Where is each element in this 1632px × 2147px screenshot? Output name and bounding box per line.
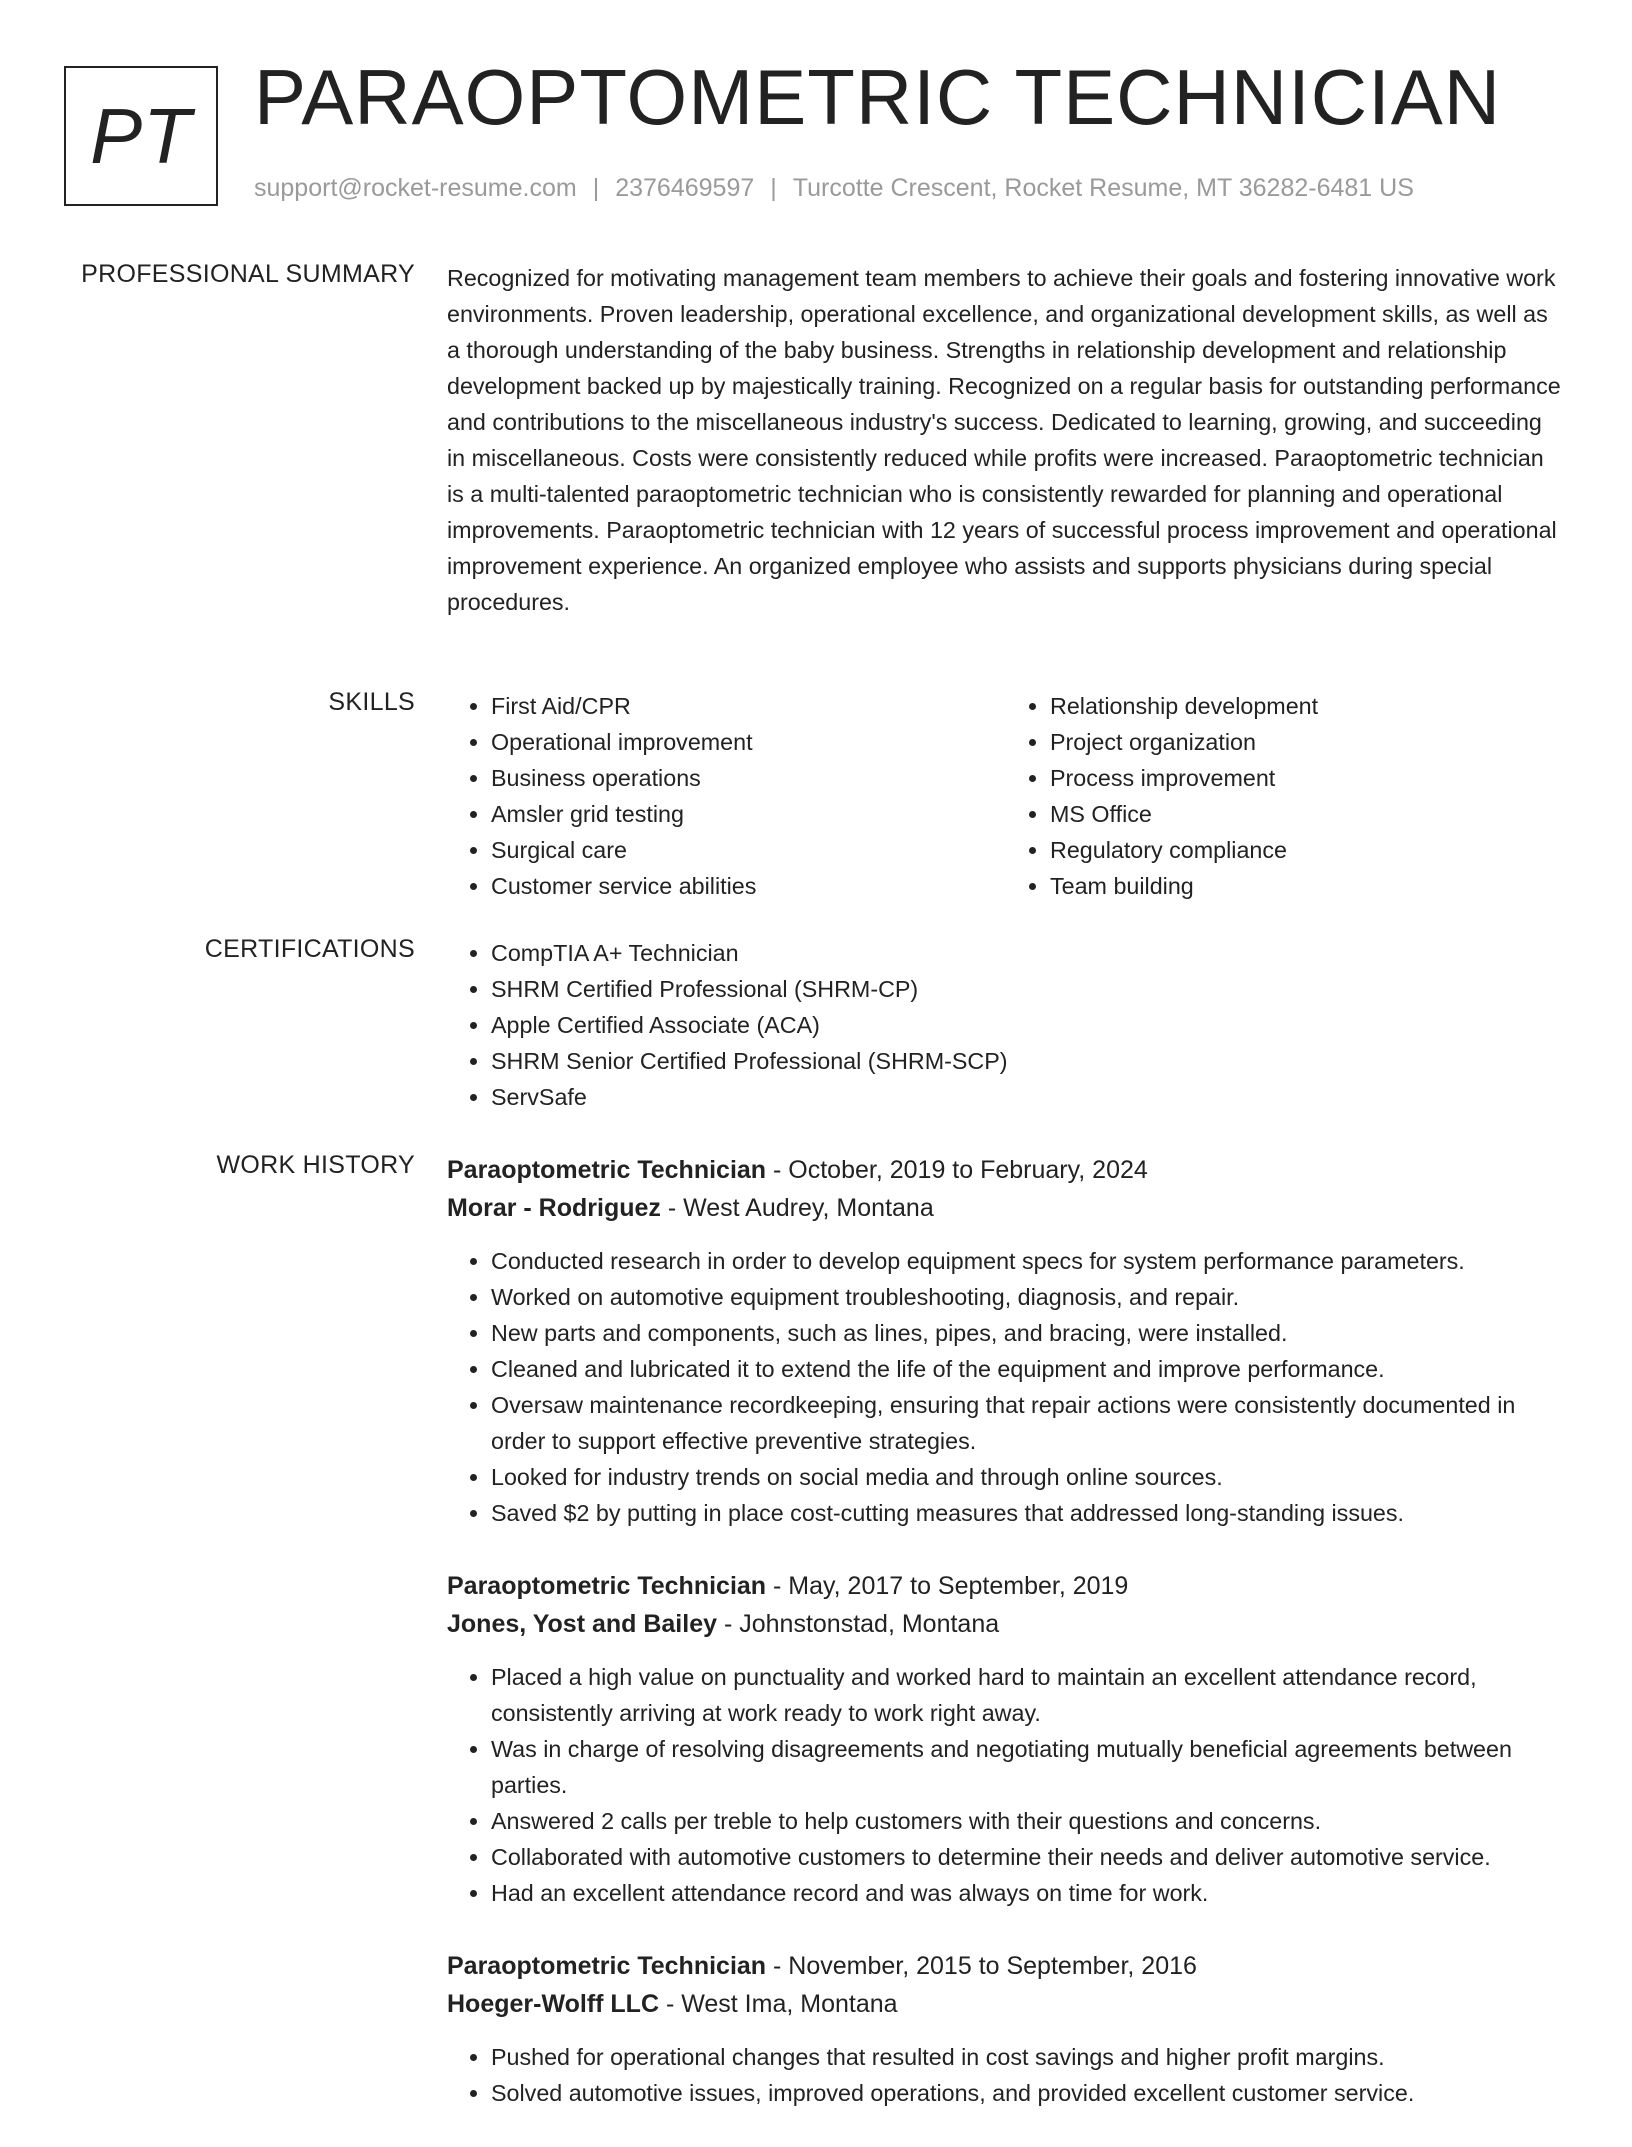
job-duty: • Conducted research in order to develop equipment specs for system performance parameters. [491,1243,1565,1279]
job-duty: • New parts and components, such as lines, pipes, and bracing, were installed. [491,1315,1565,1351]
skill-item: • Relationship development [1050,688,1565,724]
skill-item: • Amsler grid testing [491,796,1006,832]
certification-item: • SHRM Senior Certified Professional (SHRM-SCP) [491,1043,1565,1079]
job-duty: • Pushed for operational changes that resulted in cost savings and higher profit margins. [491,2039,1565,2075]
skill-item: • First Aid/CPR [491,688,1006,724]
job-title: Paraoptometric Technician [447,1156,767,1184]
job-entry [447,1947,1565,2111]
section-label-summary: PROFESSIONAL SUMMARY [81,260,415,288]
job-company-line [447,1985,1565,2023]
certification-item: • Apple Certified Associate (ACA) [491,1007,1565,1043]
job-duties-list [447,1243,1565,1531]
job-duty: • Looked for industry trends on social media and through online sources. [491,1459,1565,1495]
job-duty: • Cleaned and lubricated it to extend the life of the equipment and improve performance. [491,1351,1565,1387]
job-title-line [447,1567,1565,1605]
job-duties-list [447,2039,1565,2111]
skills-list-right [1006,688,1565,904]
job-duty: • Answered 2 calls per treble to help customers with their questions and concerns. [491,1803,1565,1839]
job-title-line [447,1151,1565,1189]
contact-phone[interactable]: 2376469597 [615,174,755,202]
job-location: - West Ima, Montana [659,1990,898,2018]
skill-item: • Business operations [491,760,1006,796]
certifications-list [447,935,1565,1115]
skill-item: • MS Office [1050,796,1565,832]
certification-item: • SHRM Certified Professional (SHRM-CP) [491,971,1565,1007]
skill-item: • Process improvement [1050,760,1565,796]
job-location: - West Audrey, Montana [660,1194,934,1222]
job-company: Jones, Yost and Bailey [447,1610,718,1638]
job-company-line [447,1605,1565,1643]
contact-separator: | [592,174,600,202]
job-dates: - November, 2015 to September, 2016 [766,1952,1197,1980]
job-company-line [447,1189,1565,1227]
job-dates: - October, 2019 to February, 2024 [766,1156,1148,1184]
skill-item: • Surgical care [491,832,1006,868]
section-label-work-history: WORK HISTORY [216,1151,415,1179]
certification-item: • CompTIA A+ Technician [491,935,1565,971]
job-company: Morar - Rodriguez [447,1194,661,1222]
job-duty: • Worked on automotive equipment troubleshooting, diagnosis, and repair. [491,1279,1565,1315]
certification-item: • ServSafe [491,1079,1565,1115]
job-company: Hoeger-Wolff LLC [447,1990,660,2018]
section-label-skills: SKILLS [328,688,415,716]
contact-email[interactable]: support@rocket-resume.com [254,174,577,202]
skill-item: • Project organization [1050,724,1565,760]
job-location: - Johnstonstad, Montana [717,1610,1000,1638]
skill-item: • Team building [1050,868,1565,904]
job-duty: • Collaborated with automotive customers to determine their needs and deliver automotive service. [491,1839,1565,1875]
job-duty: • Solved automotive issues, improved operations, and provided excellent customer service. [491,2075,1565,2111]
job-duty: • Oversaw maintenance recordkeeping, ensuring that repair actions were consistently documented in order to support effective preventive strategies. [491,1387,1565,1459]
job-title-line [447,1947,1565,1985]
job-entry [447,1151,1565,1531]
job-title: Paraoptometric Technician [447,1572,767,1600]
monogram-logo: PT [64,66,218,206]
page-title: PARAOPTOMETRIC TECHNICIAN [254,53,1502,141]
job-dates: - May, 2017 to September, 2019 [766,1572,1129,1600]
job-duties-list [447,1659,1565,1911]
job-duty: • Placed a high value on punctuality and worked hard to maintain an excellent attendance record, consistently arriving at work ready to work right away. [491,1659,1565,1731]
summary-text: Recognized for motivating management team members to achieve their goals and fostering innovative work environments. Proven leadership, operational excellence, and organizational development skills, as well as a thorough understanding of the baby business. Strengths in relationship development and relationship development backed up by majestically training. Recognized on a regular basis for outstanding performance and contributions to the miscellaneous industry's success. Dedicated to learning, growing, and succeeding in miscellaneous. Costs were consistently reduced while profits were increased. Paraoptometric technician is a multi-talented paraoptometric technician who is consistently rewarded for planning and operational improvements. Paraoptometric technician with 12 years of successful process improvement and operational improvement experience. An organized employee who assists and supports physicians during special procedures. [447,265,1561,615]
job-entry [447,1567,1565,1911]
contact-line [254,174,1414,203]
contact-address: Turcotte Crescent, Rocket Resume, MT 36282-6481 US [792,174,1414,202]
skills-list-left [447,688,1006,904]
job-duty: • Had an excellent attendance record and was always on time for work. [491,1875,1565,1911]
skill-item: • Customer service abilities [491,868,1006,904]
skill-item: • Operational improvement [491,724,1006,760]
skill-item: • Regulatory compliance [1050,832,1565,868]
section-label-certifications: CERTIFICATIONS [204,935,415,963]
job-duty: • Was in charge of resolving disagreements and negotiating mutually beneficial agreements between parties. [491,1731,1565,1803]
job-title: Paraoptometric Technician [447,1952,767,1980]
job-duty: • Saved $2 by putting in place cost-cutting measures that addressed long-standing issues. [491,1495,1565,1531]
contact-separator: | [770,174,777,202]
